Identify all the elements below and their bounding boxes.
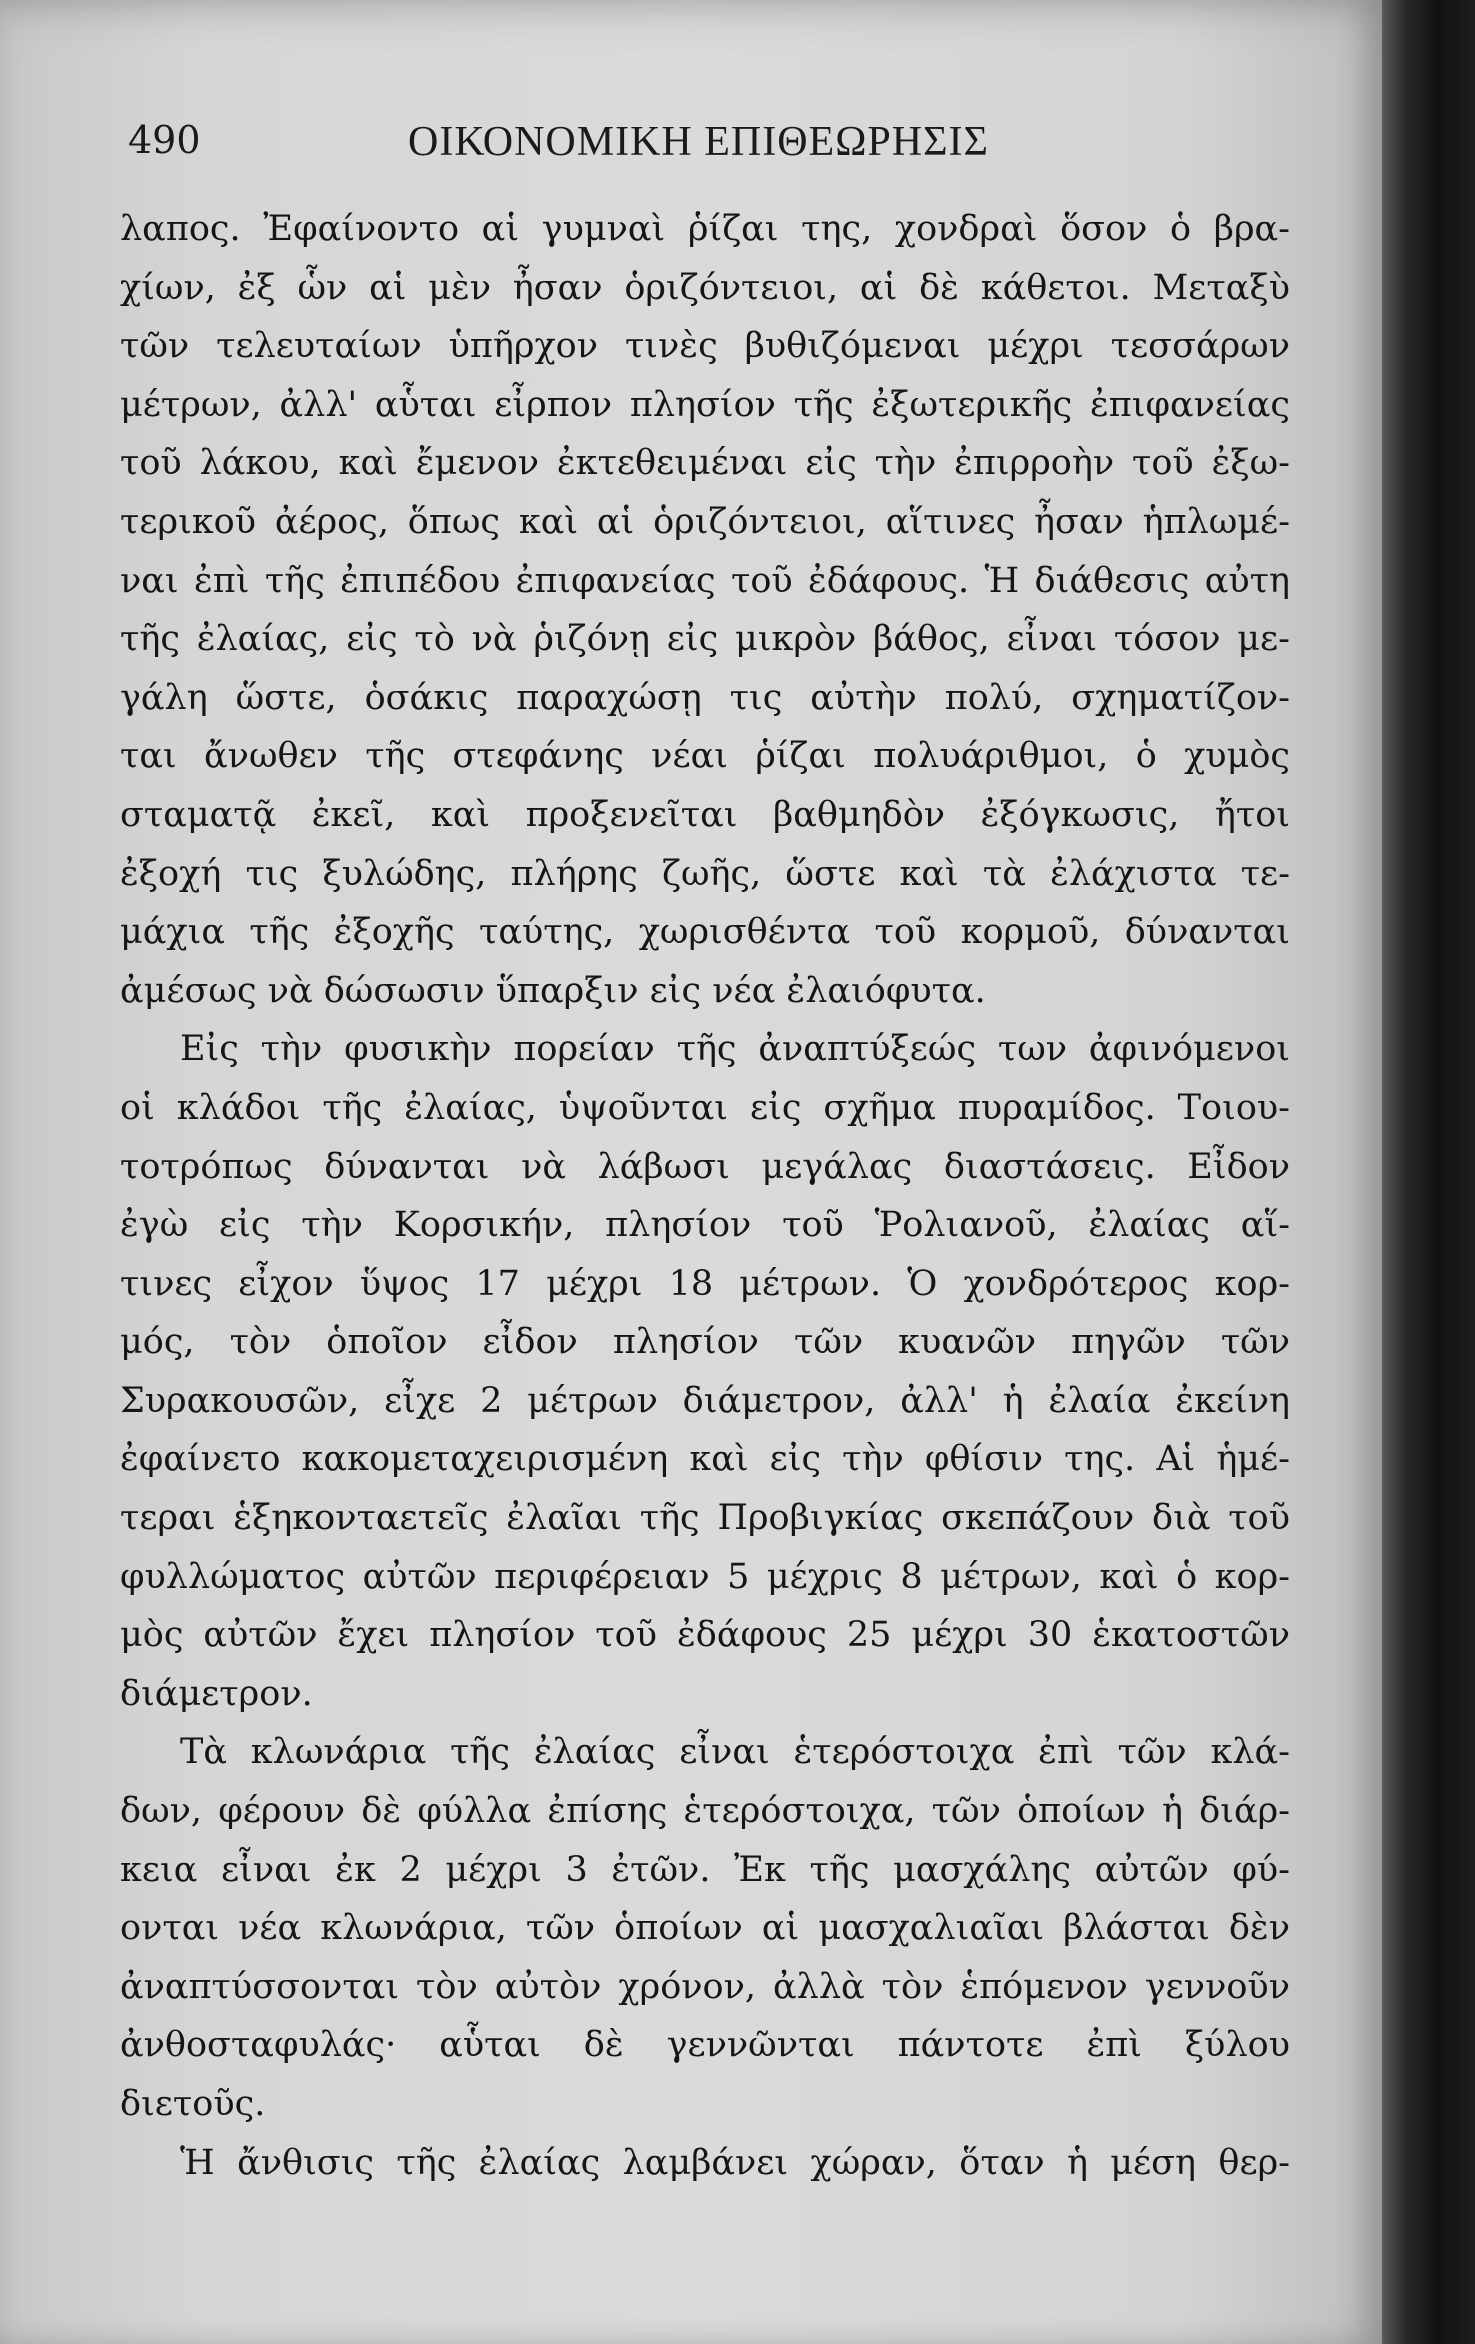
text-line: Ἡ ἄνθισις τῆς ἐλαίας λαμβάνει χώραν, ὅταν ἡ μέση θερ- (180, 2142, 1290, 2183)
text-line: οἱ κλάδοι τῆς ἐλαίας, ὑψοῦνται εἰς σχῆμα πυραμίδος. Τοιου- (120, 1087, 1290, 1128)
text-line: τοῦ λάκου, καὶ ἔμενον ἐκτεθειμέναι εἰς τὴν ἐπιρροὴν τοῦ ἐξω- (120, 443, 1290, 484)
text-line: ἐξοχή τις ξυλώδης, πλήρης ζωῆς, ὥστε καὶ τὰ ἐλάχιστα τε- (120, 853, 1290, 894)
text-line: Συρακουσῶν, εἶχε 2 μέτρων διάμετρον, ἀλλ' ἡ ἐλαία ἐκείνη (120, 1380, 1290, 1421)
text-line: κεια εἶναι ἐκ 2 μέχρι 3 ἐτῶν. Ἐκ τῆς μασχάλης αὐτῶν φύ- (120, 1849, 1290, 1890)
text-line: μάχια τῆς ἐξοχῆς ταύτης, χωρισθέντα τοῦ κορμοῦ, δύνανται (120, 912, 1290, 953)
text-line: χίων, ἐξ ὧν αἱ μὲν ἦσαν ὁριζόντειοι, αἱ δὲ κάθετοι. Μεταξὺ (120, 267, 1290, 308)
text-line: μός, τὸν ὁποῖον εἶδον πλησίον τῶν κυανῶν πηγῶν τῶν (120, 1322, 1290, 1363)
text-line: μέτρων, ἀλλ' αὗται εἶρπον πλησίον τῆς ἐξωτερικῆς ἐπιφανείας (120, 384, 1290, 425)
text-line: ναι ἐπὶ τῆς ἐπιπέδου ἐπιφανείας τοῦ ἐδάφους. Ἡ διάθεσις αὐτη (120, 560, 1290, 601)
text-line: διετοῦς. (120, 2084, 266, 2124)
text-line: τεραι ἑξηκονταετεῖς ἐλαῖαι τῆς Προβιγκίας σκεπάζουν διὰ τοῦ (120, 1498, 1290, 1539)
body-text (120, 200, 1290, 2192)
text-line: ἐφαίνετο κακομεταχειρισμένη καὶ εἰς τὴν φθίσιν της. Αἱ ἡμέ- (120, 1439, 1290, 1480)
text-line: τῆς ἐλαίας, εἰς τὸ νὰ ῥιζόνῃ εἰς μικρὸν βάθος, εἶναι τόσον με- (120, 619, 1290, 660)
text-line: γάλη ὥστε, ὁσάκις παραχώσῃ τις αὐτὴν πολύ, σχηματίζον- (120, 677, 1290, 718)
page-number: 490 (128, 118, 201, 162)
text-line: ἀνθοσταφυλάς· αὗται δὲ γεννῶνται πάντοτε ἐπὶ ξύλου (120, 2025, 1290, 2066)
text-line: διάμετρον. (120, 1673, 313, 1714)
text-line: σταματᾷ ἐκεῖ, καὶ προξενεῖται βαθμηδὸν ἐξόγκωσις, ἤτοι (120, 794, 1290, 835)
book-spine-shadow (1382, 0, 1475, 2344)
text-line: τοτρόπως δύνανται νὰ λάβωσι μεγάλας διαστάσεις. Εἶδον (120, 1146, 1290, 1187)
text-line: τινες εἶχον ὕψος 17 μέχρι 18 μέτρων. Ὁ χονδρότερος κορ- (120, 1263, 1290, 1304)
text-line: Τὰ κλωνάρια τῆς ἐλαίας εἶναι ἑτερόστοιχα ἐπὶ τῶν κλά- (180, 1732, 1290, 1773)
text-line: ἀναπτύσσονται τὸν αὐτὸν χρόνον, ἀλλὰ τὸν ἑπόμενον γεννοῦν (120, 1966, 1290, 2007)
text-line: ἀμέσως νὰ δώσωσιν ὕπαρξιν εἰς νέα ἐλαιόφυτα. (120, 970, 986, 1011)
text-line: ται ἄνωθεν τῆς στεφάνης νέαι ῥίζαι πολυάριθμοι, ὁ χυμὸς (120, 736, 1290, 777)
page-header (120, 118, 1320, 178)
text-line: δων, φέρουν δὲ φύλλα ἐπίσης ἑτερόστοιχα, τῶν ὁποίων ἡ διάρ- (120, 1791, 1290, 1832)
text-line: μὸς αὐτῶν ἔχει πλησίον τοῦ ἐδάφους 25 μέχρι 30 ἑκατοστῶν (120, 1615, 1290, 1656)
text-line: ἐγὼ εἰς τὴν Κορσικήν, πλησίον τοῦ Ῥολιανοῦ, ἐλαίας αἵ- (120, 1205, 1290, 1246)
text-line: τερικοῦ ἀέρος, ὅπως καὶ αἱ ὁριζόντειοι, αἵτινες ἦσαν ἡπλωμέ- (120, 501, 1290, 542)
text-line: ονται νέα κλωνάρια, τῶν ὁποίων αἱ μασχαλιαῖαι βλάσται δὲν (120, 1908, 1290, 1949)
text-line: φυλλώματος αὐτῶν περιφέρειαν 5 μέχρις 8 μέτρων, καὶ ὁ κορ- (120, 1556, 1290, 1597)
text-line: λαπος. Ἐφαίνοντο αἱ γυμναὶ ῥίζαι της, χονδραὶ ὅσον ὁ βρα- (120, 209, 1290, 249)
running-head: ΟΙΚΟΝΟΜΙΚΗ ΕΠΙΘΕΩΡΗΣΙΣ (408, 119, 989, 165)
text-line: Εἰς τὴν φυσικὴν πορείαν τῆς ἀναπτύξεώς των ἀφινόμενοι (180, 1029, 1290, 1070)
text-line: τῶν τελευταίων ὑπῆρχον τινὲς βυθιζόμεναι μέχρι τεσσάρων (120, 326, 1290, 367)
